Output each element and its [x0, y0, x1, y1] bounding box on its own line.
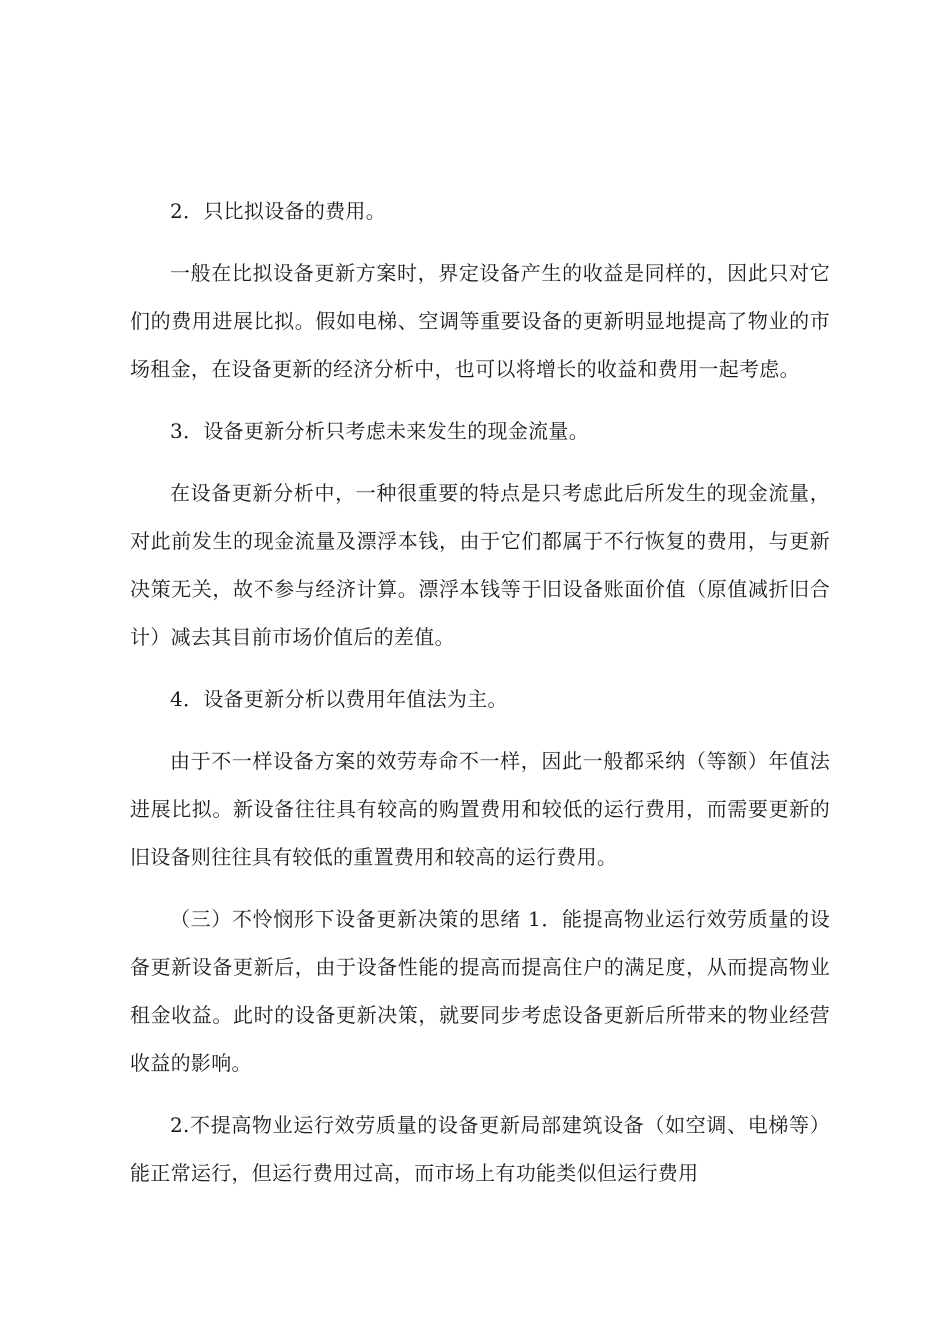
paragraph-body: 由于不一样设备方案的效劳寿命不一样，因此一般都采纳（等额）年值法进展比拟。新设备往往具有较高的购置费用和较低的运行费用，而需要更新的旧设备则往往具有较低的重置费用和较高的运行费用。 [130, 749, 830, 869]
paragraph-body: 一般在比拟设备更新方案时，界定设备产生的收益是同样的，因此只对它们的费用进展比拟。假如电梯、空调等重要设备的更新明显地提高了物业的市场租金，在设备更新的经济分析中，也可以将增长的收益和费用一起考虑。 [130, 261, 830, 381]
paragraph-body: 2.不提高物业运行效劳质量的设备更新局部建筑设备（如空调、电梯等）能正常运行，但运行费用过高，而市场上有功能类似但运行费用 [130, 1113, 830, 1185]
document-body [130, 187, 830, 1211]
paragraph-heading-3: 3．设备更新分析只考虑未来发生的现金流量。 [170, 419, 590, 443]
paragraph-body: 在设备更新分析中，一种很重要的特点是只考虑此后所发生的现金流量，对此前发生的现金流量及漂浮本钱，由于它们都属于不行恢复的费用，与更新决策无关，故不参与经济计算。漂浮本钱等于旧设备账面价值（原值减折旧合计）减去其目前市场价值后的差值。 [130, 481, 830, 649]
paragraph-section-3: （三）不怜悯形下设备更新决策的思绪 1．能提高物业运行效劳质量的设备更新设备更新后，由于设备性能的提高而提高住户的满足度，从而提高物业租金收益。此时的设备更新决策，就要同步考虑设备更新后所带来的物业经营收益的影响。 [130, 907, 830, 1075]
paragraph-heading-4: 4．设备更新分析以费用年值法为主。 [170, 687, 508, 711]
paragraph-heading-2: 2．只比拟设备的费用。 [170, 199, 387, 223]
